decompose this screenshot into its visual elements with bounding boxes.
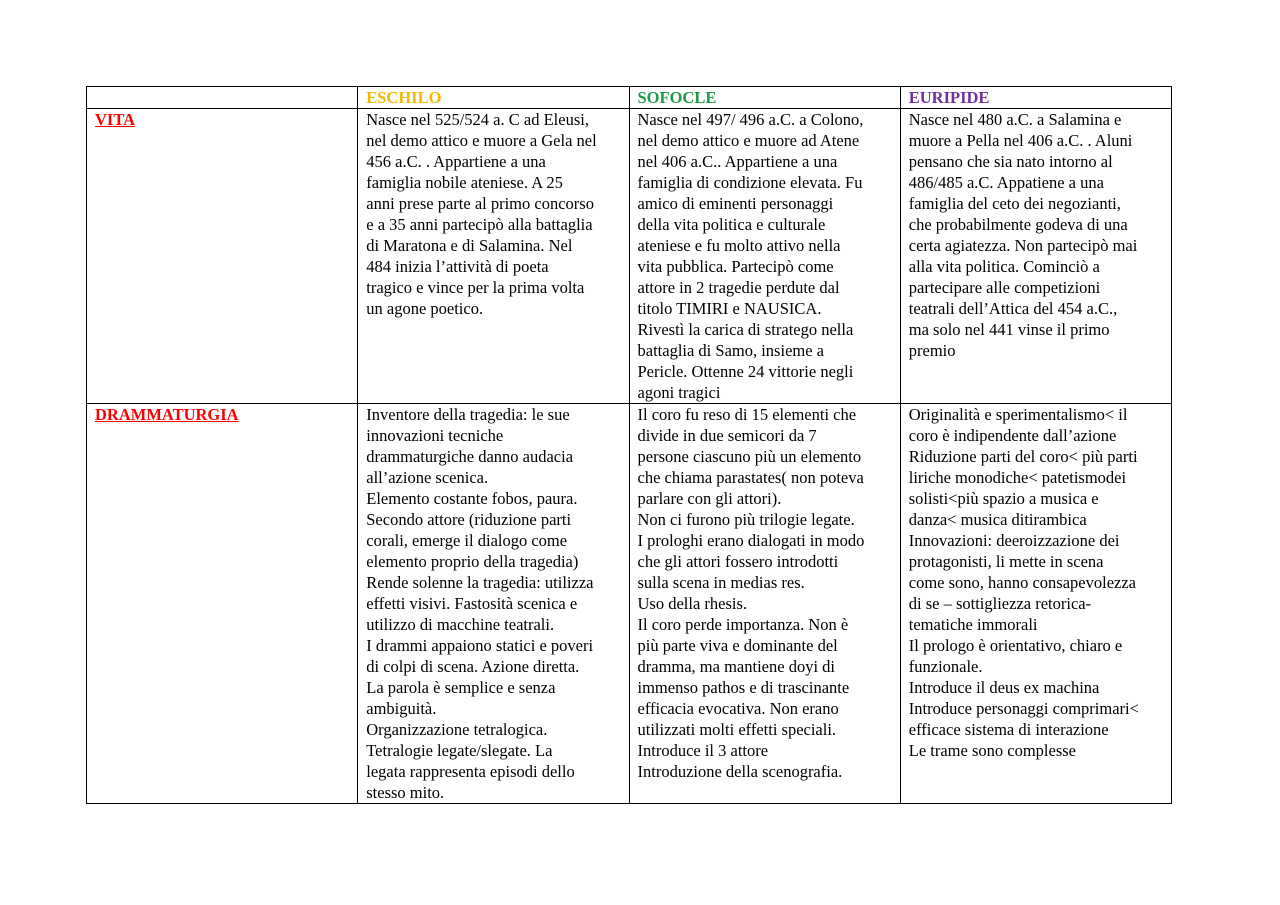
text-line: teatrali dell’Attica del 454 a.C., <box>908 299 1118 318</box>
text-line: 484 inizia l’attività di poeta <box>366 257 549 276</box>
text-line: partecipare alle competizioni <box>908 278 1101 297</box>
text-line: famiglia di condizione elevata. Fu <box>637 173 863 192</box>
text-line: immenso pathos e di trascinante <box>637 678 850 697</box>
text-line: Secondo attore (riduzione parti <box>366 510 572 529</box>
cell-vita-eschilo <box>358 109 629 404</box>
text-line: corali, emerge il dialogo come <box>366 531 568 550</box>
text-line: Pericle. Ottenne 24 vittorie negli <box>637 362 854 381</box>
text-line: che gli attori fossero introdotti <box>637 552 839 571</box>
row-label-drammaturgia: DRAMMATURGIA <box>95 405 239 424</box>
text-line: della vita politica e culturale <box>637 215 826 234</box>
cell-drammaturgia-sofocle <box>629 404 900 804</box>
text-line: Uso della rhesis. <box>637 594 748 613</box>
row-drammaturgia <box>87 404 1172 804</box>
text-line: Elemento costante fobos, paura. <box>366 489 578 508</box>
text-line: nel demo attico e muore a Gela nel <box>366 131 597 150</box>
text-line: dramma, ma mantiene doyi di <box>637 657 835 676</box>
header-corner-cell <box>87 87 358 109</box>
text-line: pensano che sia nato intorno al <box>908 152 1113 171</box>
text-line: Tetralogie legate/slegate. La <box>366 741 553 760</box>
row-vita <box>87 109 1172 404</box>
cell-drammaturgia-euripide <box>900 404 1171 804</box>
text-line: vita pubblica. Partecipò come <box>637 257 834 276</box>
text-line: utilizzo di macchine teatrali. <box>366 615 555 634</box>
text-line: ma solo nel 441 vinse il primo <box>908 320 1110 339</box>
cell-vita-sofocle <box>629 109 900 404</box>
text-line: Inventore della tragedia: le sue <box>366 405 570 424</box>
text-line: funzionale. <box>908 657 983 676</box>
text-line: certa agiatezza. Non partecipò mai <box>908 236 1138 255</box>
text-line: un agone poetico. <box>366 299 484 318</box>
text-line: parlare con gli attori). <box>637 489 782 508</box>
text-line: innovazioni tecniche <box>366 426 504 445</box>
text-line: tematiche immorali <box>908 615 1038 634</box>
text-line: battaglia di Samo, insieme a <box>637 341 824 360</box>
text-line: di colpi di scena. Azione diretta. <box>366 657 580 676</box>
text-line: coro è indipendente dall’azione <box>908 426 1117 445</box>
text-line: stesso mito. <box>366 783 445 802</box>
text-line: anni prese parte al primo concorso <box>366 194 594 213</box>
text-line: che probabilmente godeva di una <box>908 215 1128 234</box>
text-line: legata rappresenta episodi dello <box>366 762 575 781</box>
text-line: premio <box>908 341 956 360</box>
row-label-cell <box>87 109 358 404</box>
text-line: Il prologo è orientativo, chiaro e <box>908 636 1123 655</box>
text-line: efficace sistema di interazione <box>908 720 1109 739</box>
text-line: Organizzazione tetralogica. <box>366 720 548 739</box>
text-line: come sono, hanno consapevolezza <box>908 573 1136 592</box>
text-line: 456 a.C. . Appartiene a una <box>366 152 546 171</box>
text-line: solisti<più spazio a musica e <box>908 489 1099 508</box>
text-line: nel demo attico e muore ad Atene <box>637 131 860 150</box>
text-line: Non ci furono più trilogie legate. <box>637 510 855 529</box>
text-line: Il coro fu reso di 15 elementi che <box>637 405 857 424</box>
text-line: e a 35 anni partecipò alla battaglia <box>366 215 593 234</box>
text-line: amico di eminenti personaggi <box>637 194 834 213</box>
text-line: Il coro perde importanza. Non è <box>637 615 849 634</box>
text-line: titolo TIMIRI e NAUSICA. <box>637 299 822 318</box>
header-sofocle: SOFOCLE <box>629 87 900 109</box>
text-line: Rivestì la carica di stratego nella <box>637 320 854 339</box>
text-line: Nasce nel 525/524 a. C ad Eleusi, <box>366 110 589 129</box>
text-line: all’azione scenica. <box>366 468 489 487</box>
text-line: utilizzati molti effetti speciali. <box>637 720 837 739</box>
text-line: agoni tragici <box>637 383 721 402</box>
text-line: effetti visivi. Fastosità scenica e <box>366 594 578 613</box>
text-line: Nasce nel 480 a.C. a Salamina e <box>908 110 1122 129</box>
text-line: persone ciascuno più un elemento <box>637 447 862 466</box>
text-line: che chiama parastates( non poteva <box>637 468 864 487</box>
text-line: di se – sottigliezza retorica- <box>908 594 1092 613</box>
text-line: ateniese e fu molto attivo nella <box>637 236 841 255</box>
text-line: Le trame sono complesse <box>908 741 1076 760</box>
text-line: drammaturgiche danno audacia <box>366 447 574 466</box>
text-line: famiglia nobile ateniese. A 25 <box>366 173 563 192</box>
text-line: Introduce il deus ex machina <box>908 678 1100 697</box>
text-line: Rende solenne la tragedia: utilizza <box>366 573 594 592</box>
text-line: efficacia evocativa. Non erano <box>637 699 839 718</box>
header-row <box>87 87 1172 109</box>
text-line: attore in 2 tragedie perdute dal <box>637 278 840 297</box>
text-line: divide in due semicori da 7 <box>637 426 817 445</box>
comparison-table <box>86 86 1172 804</box>
text-line: di Maratona e di Salamina. Nel <box>366 236 573 255</box>
row-label-vita: VITA <box>95 110 136 129</box>
text-line: più parte viva e dominante del <box>637 636 838 655</box>
text-line: tragico e vince per la prima volta <box>366 278 585 297</box>
text-line: Introduce personaggi comprimari< <box>908 699 1139 718</box>
text-line: 486/485 a.C. Appatiene a una <box>908 173 1104 192</box>
text-line: protagonisti, li mette in scena <box>908 552 1104 571</box>
text-line: Originalità e sperimentalismo< il <box>908 405 1128 424</box>
text-line: Nasce nel 497/ 496 a.C. a Colono, <box>637 110 864 129</box>
text-line: ambiguità. <box>366 699 437 718</box>
cell-vita-euripide <box>900 109 1171 404</box>
text-line: muore a Pella nel 406 a.C. . Aluni <box>908 131 1133 150</box>
text-line: Riduzione parti del coro< più parti <box>908 447 1138 466</box>
text-line: Introduzione della scenografia. <box>637 762 843 781</box>
text-line: nel 406 a.C.. Appartiene a una <box>637 152 838 171</box>
text-line: Introduce il 3 attore <box>637 741 769 760</box>
cell-drammaturgia-eschilo <box>358 404 629 804</box>
text-line: Innovazioni: deeroizzazione dei <box>908 531 1120 550</box>
text-line: sulla scena in medias res. <box>637 573 805 592</box>
text-line: I drammi appaiono statici e poveri <box>366 636 594 655</box>
text-line: famiglia del ceto dei negozianti, <box>908 194 1121 213</box>
row-label-cell <box>87 404 358 804</box>
text-line: La parola è semplice e senza <box>366 678 556 697</box>
text-line: I prologhi erano dialogati in modo <box>637 531 865 550</box>
text-line: alla vita politica. Cominciò a <box>908 257 1100 276</box>
header-euripide: EURIPIDE <box>900 87 1171 109</box>
text-line: elemento proprio della tragedia) <box>366 552 579 571</box>
header-eschilo: ESCHILO <box>358 87 629 109</box>
text-line: liriche monodiche< patetismodei <box>908 468 1127 487</box>
text-line: danza< musica ditirambica <box>908 510 1087 529</box>
